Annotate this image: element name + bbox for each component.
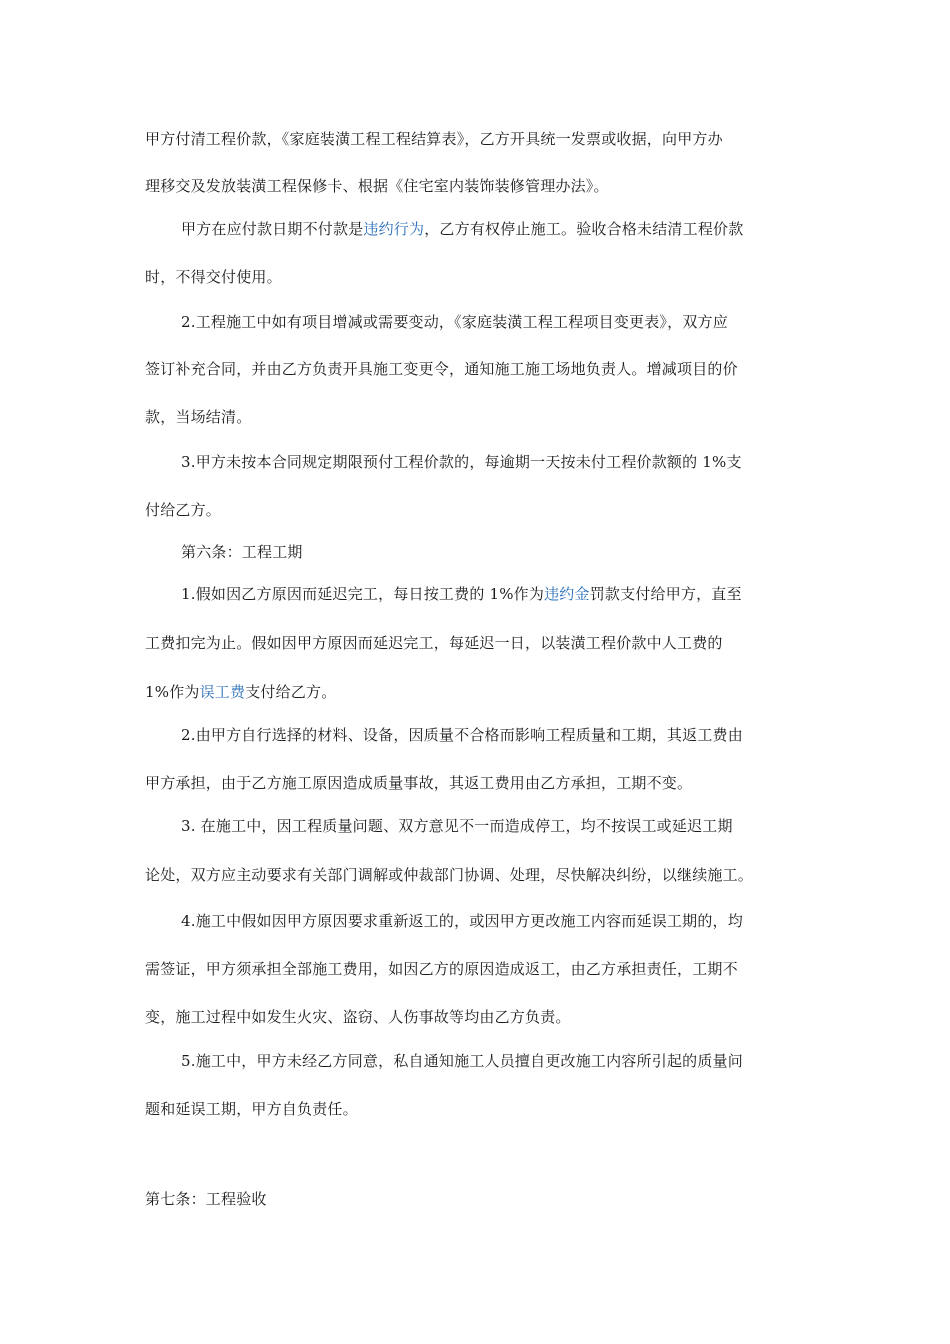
text-segment: 甲方在应付款日期不付款是 (181, 220, 364, 238)
text-segment: 罚款支付给甲方，直至 (589, 585, 742, 603)
paragraph-line: 需签证，甲方须承担全部施工费用，如因乙方的原因造成返工，由乙方承担责任，工期不 (145, 960, 738, 978)
paragraph-line: 甲方付清工程价款，《家庭装潢工程工程结算表》，乙方开具统一发票或收据，向甲方办 (145, 130, 723, 148)
paragraph-line: 论处，双方应主动要求有关部门调解或仲裁部门协调、处理，尽快解决纠纷，以继续施工。 (145, 866, 754, 884)
paragraph-line: 工费扣完为止。假如因甲方原因而延迟完工，每延迟一日，以装潢工程价款中人工费的 (145, 634, 723, 652)
paragraph-line: 付给乙方。 (145, 501, 222, 519)
link-breach-behavior[interactable]: 违约行为 (363, 220, 425, 238)
paragraph-line: 甲方承担，由于乙方施工原因造成质量事故，其返工费用由乙方承担，工期不变。 (145, 774, 693, 792)
link-delay-fee[interactable]: 误工费 (199, 683, 246, 701)
paragraph-line (145, 681, 336, 703)
paragraph-line: 4.施工中假如因甲方原因要求重新返工的，或因甲方更改施工内容而延误工期的，均 (181, 912, 743, 930)
text-segment: 1%作为 (145, 683, 200, 701)
text-segment: 1.假如因乙方原因而延迟完工，每日按工费的 1%作为 (181, 585, 545, 603)
paragraph-line: 3.甲方未按本合同规定期限预付工程价款的，每逾期一天按未付工程价款额的 1%支 (181, 453, 742, 471)
link-penalty[interactable]: 违约金 (544, 585, 590, 603)
paragraph-line: 变，施工过程中如发生火灾、盗窃、人伤事故等均由乙方负责。 (145, 1008, 571, 1026)
section-heading: 第六条：工程工期 (181, 543, 303, 561)
paragraph-line: 理移交及发放装潢工程保修卡、根据《住宅室内装饰装修管理办法》。 (145, 177, 609, 195)
paragraph-line: 3. 在施工中，因工程质量问题、双方意见不一而造成停工，均不按误工或延迟工期 (181, 817, 733, 835)
paragraph-line: 2.由甲方自行选择的材料、设备，因质量不合格而影响工程质量和工期，其返工费由 (181, 726, 743, 744)
paragraph-line: 款，当场结清。 (145, 408, 252, 426)
section-heading: 第七条：工程验收 (145, 1190, 267, 1208)
paragraph-line (181, 218, 743, 240)
paragraph-line: 题和延误工期，甲方自负责任。 (145, 1100, 358, 1118)
text-segment: 支付给乙方。 (245, 683, 337, 701)
paragraph-line (181, 583, 742, 605)
paragraph-line: 时，不得交付使用。 (145, 268, 282, 286)
text-segment: ，乙方有权停止施工。验收合格未结清工程价款 (424, 220, 744, 238)
paragraph-line: 签订补充合同，并由乙方负责开具施工变更令，通知施工施工场地负责人。增减项目的价 (145, 360, 738, 378)
paragraph-line: 5.施工中，甲方未经乙方同意，私自通知施工人员擅自更改施工内容所引起的质量问 (181, 1052, 743, 1070)
paragraph-line: 2.工程施工中如有项目增减或需要变动，《家庭装潢工程工程项目变更表》，双方应 (181, 313, 728, 331)
